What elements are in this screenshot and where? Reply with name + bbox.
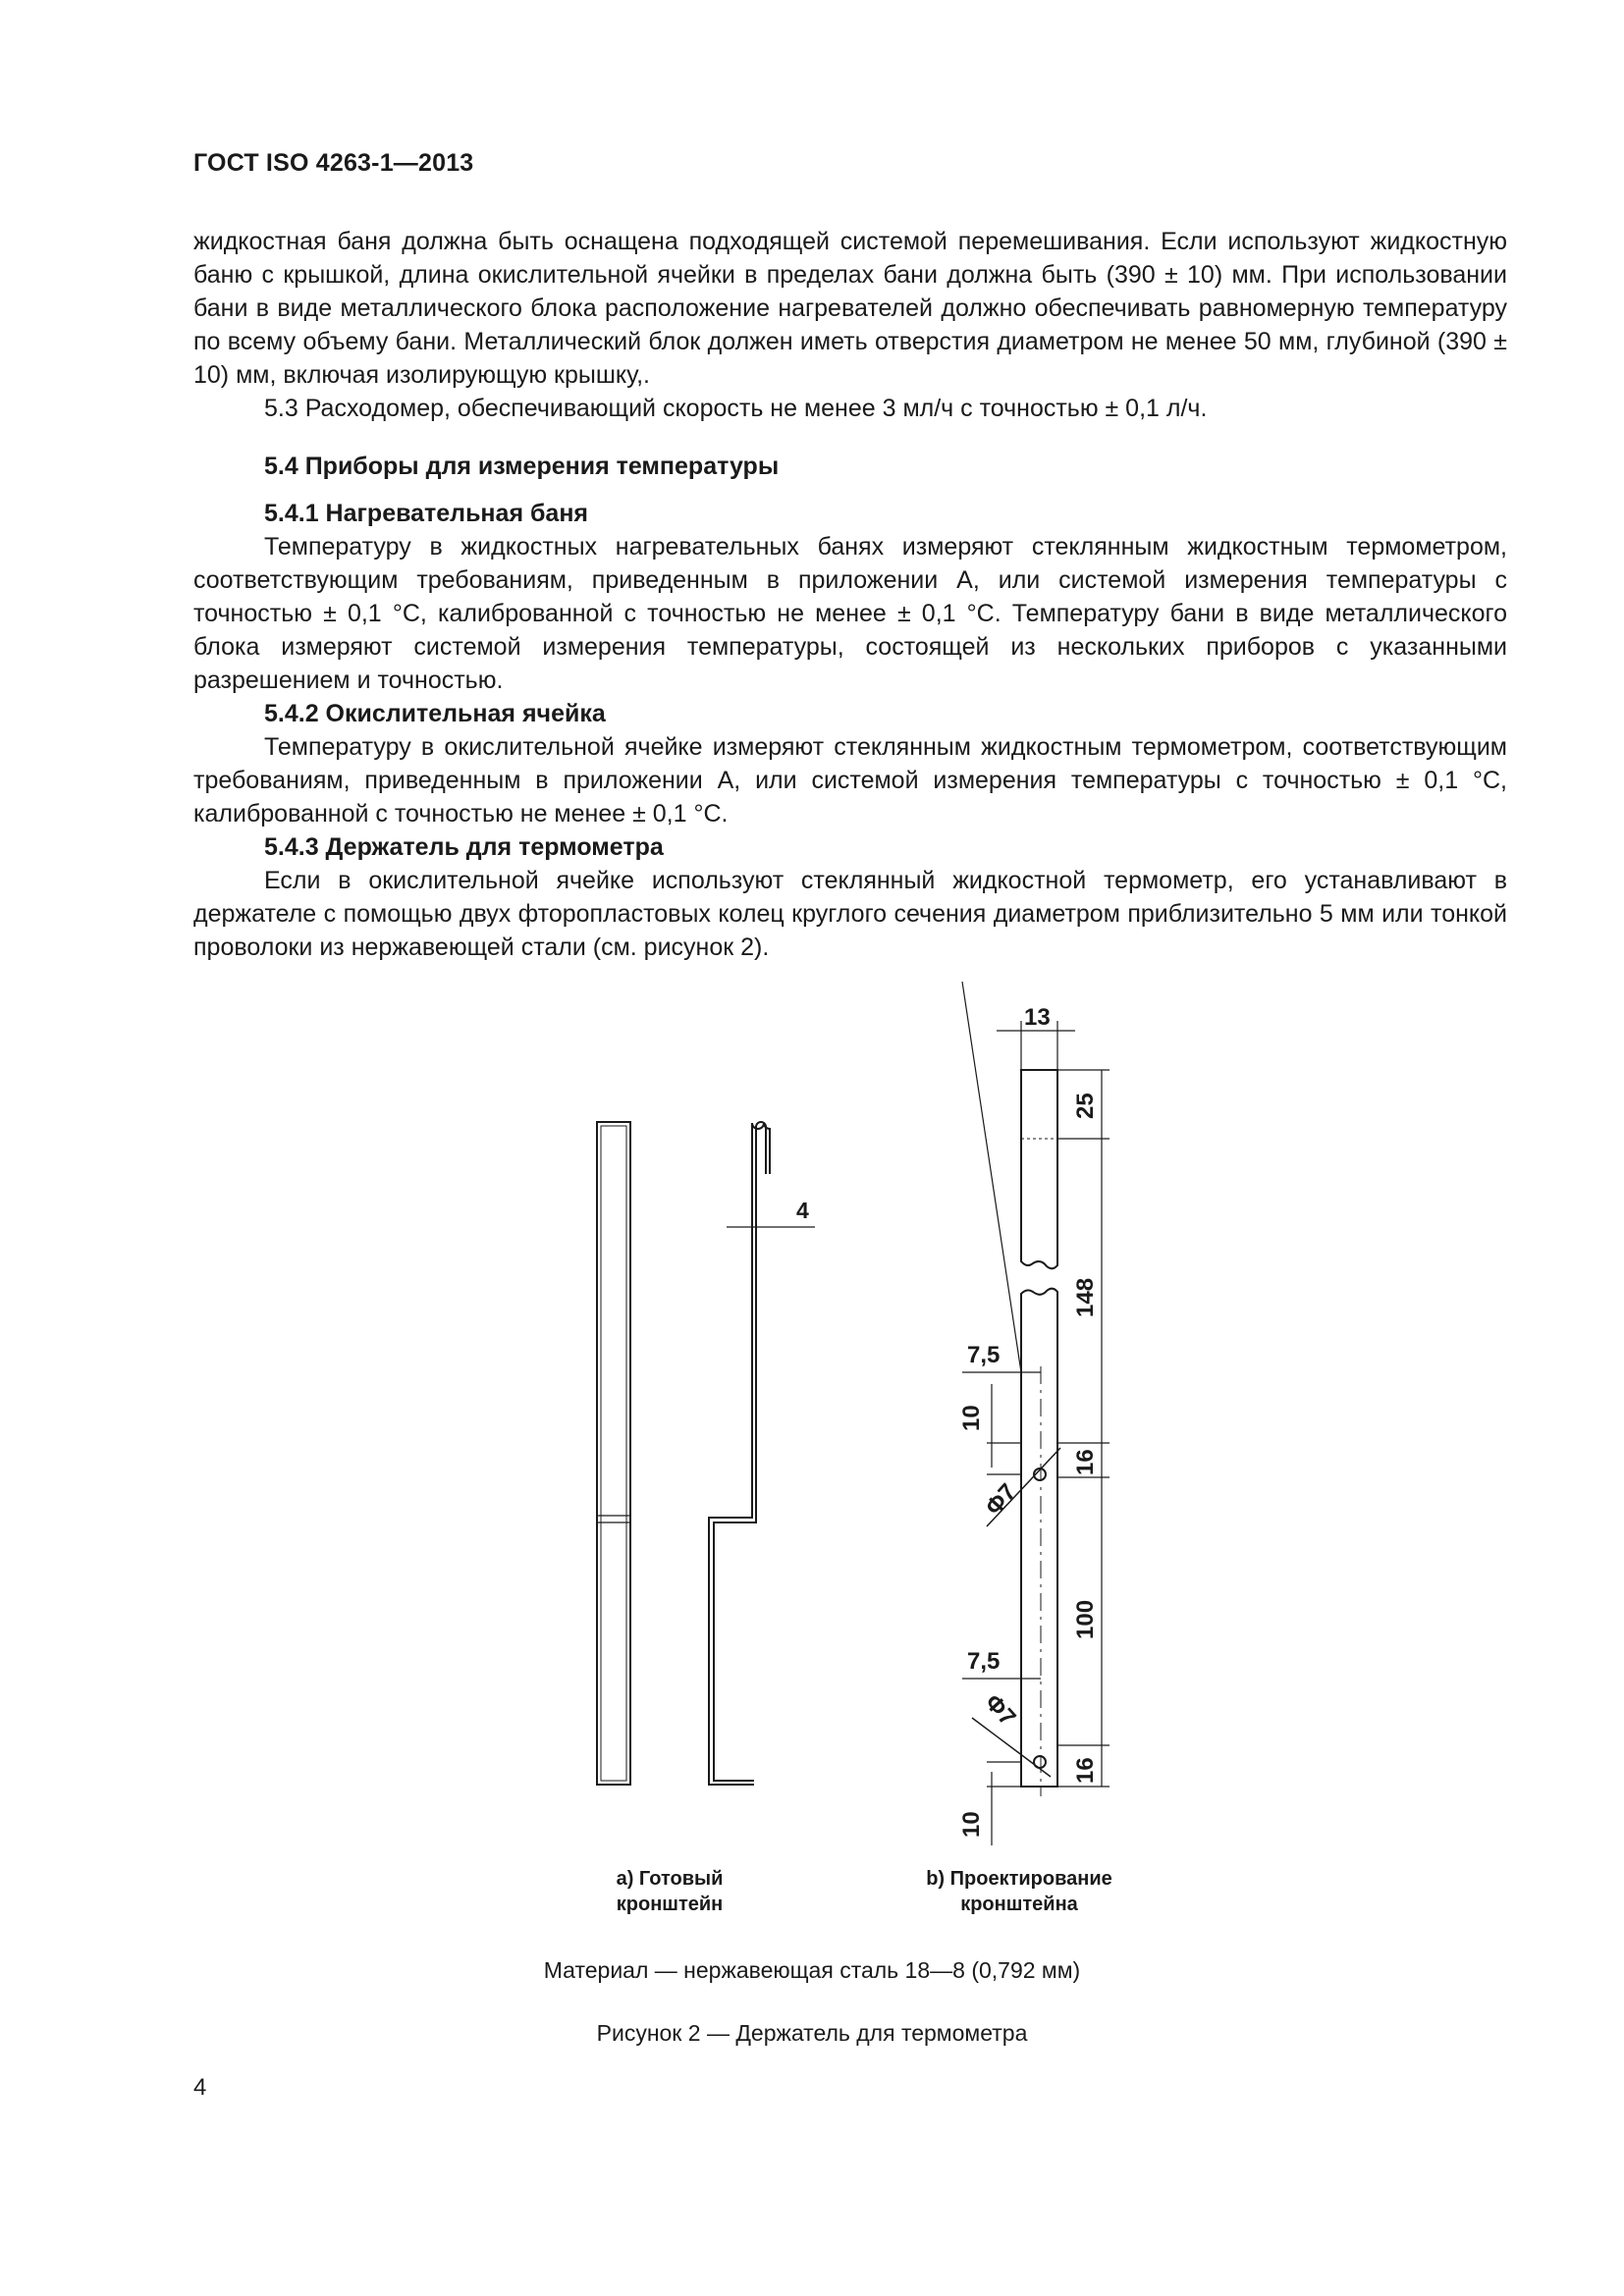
dim-label-4: 4 — [796, 1198, 809, 1223]
dim-label-7-5-top: 7,5 — [967, 1342, 1001, 1368]
dim-label-10-bottom: 10 — [958, 1811, 985, 1838]
page-number: 4 — [193, 2074, 207, 2101]
document-header: ГОСТ ISO 4263-1—2013 — [193, 149, 474, 177]
figure-material-note: Материал — нержавеющая сталь 18—8 (0,792 мм) — [543, 1957, 1081, 1983]
heading-5-4: 5.4 Приборы для измерения температуры — [264, 453, 780, 480]
dim-label-100: 100 — [1072, 1599, 1099, 1639]
heading-5-4-3: 5.4.3 Держатель для термометра — [264, 833, 664, 861]
paragraph-continuation: жидкостная баня должна быть оснащена подходящей системой перемешивания. Если используют жидкостную баню с крышкой, длина окислительной ячейки в пределах бани должна быть (390 ± 10) мм. При использовании бани в виде металлического блока расположение нагревателей должно обеспечивать равномерную температуру по всему объему бани. Металлический блок должен иметь отверстия диаметром не менее 50 мм, глубиной (390 ± 10) мм, включая изолирующую крышку,. — [193, 228, 1507, 389]
bracket-side-view — [709, 1122, 770, 1785]
dimension-chain-right — [1057, 1070, 1110, 1787]
dim-label-148: 148 — [1072, 1277, 1099, 1317]
bracket-design-strip — [972, 1070, 1060, 1796]
paragraph-5-4-2: Температуру в окислительной ячейке измеряют стеклянным жидкостным термометром, соответствующим требованиям, приведенным в приложении А, или системой измерения температуры с точностью ± 0,1 °С, калиброванной с точностью не менее ± 0,1 °С. — [193, 733, 1507, 828]
label-a-line1: a) Готовый — [616, 1868, 724, 1890]
label-b-line2: кронштейна — [960, 1894, 1078, 1915]
dim-label-phi7-bottom: Φ7 — [979, 1688, 1021, 1732]
bracket-front-view — [597, 1122, 630, 1785]
heading-5-4-1: 5.4.1 Нагревательная баня — [264, 500, 589, 527]
dim-label-phi7-top: Φ7 — [980, 1478, 1022, 1522]
body-text — [193, 225, 1507, 964]
dim-label-16-top: 16 — [1072, 1449, 1099, 1475]
dim-label-13: 13 — [1024, 1004, 1051, 1031]
paragraph-5-3: 5.3 Расходомер, обеспечивающий скорость не менее 3 мл/ч с точностью ± 0,1 л/ч. — [264, 395, 1208, 422]
dim-label-7-5-bottom: 7,5 — [967, 1648, 1001, 1675]
figure-caption: Рисунок 2 — Держатель для термометра — [596, 2020, 1028, 2046]
dim-label-10-top: 10 — [958, 1405, 985, 1431]
paragraph-5-4-3: Если в окислительной ячейке используют стеклянный жидкостной термометр, его устанавливают в держателе с помощью двух фторопластовых колец круглого сечения диаметром приблизительно 5 мм или тонкой проволоки из нержавеющей стали (см. рисунок 2). — [193, 867, 1507, 961]
figure-2-drawing — [0, 982, 1624, 1944]
figure-2 — [0, 982, 1624, 1949]
dim-label-16-bottom: 16 — [1072, 1757, 1099, 1784]
label-a-line2: кронштейн — [616, 1894, 724, 1915]
dim-label-25: 25 — [1072, 1093, 1099, 1119]
paragraph-5-4-1: Температуру в жидкостных нагревательных банях измеряют стеклянным жидкостным термометром, соответствующим требованиям, приведенным в приложении А, или системой измерения температуры с точностью ± 0,1 °С, калиброванной с точностью не менее ± 0,1 °С. Температуру бани в виде металлического блока измеряют системой измерения температуры, состоящей из нескольких приборов с указанными разрешением и точностью. — [193, 533, 1507, 694]
label-b-line1: b) Проектирование — [926, 1868, 1112, 1890]
heading-5-4-2: 5.4.2 Окислительная ячейка — [264, 700, 606, 727]
